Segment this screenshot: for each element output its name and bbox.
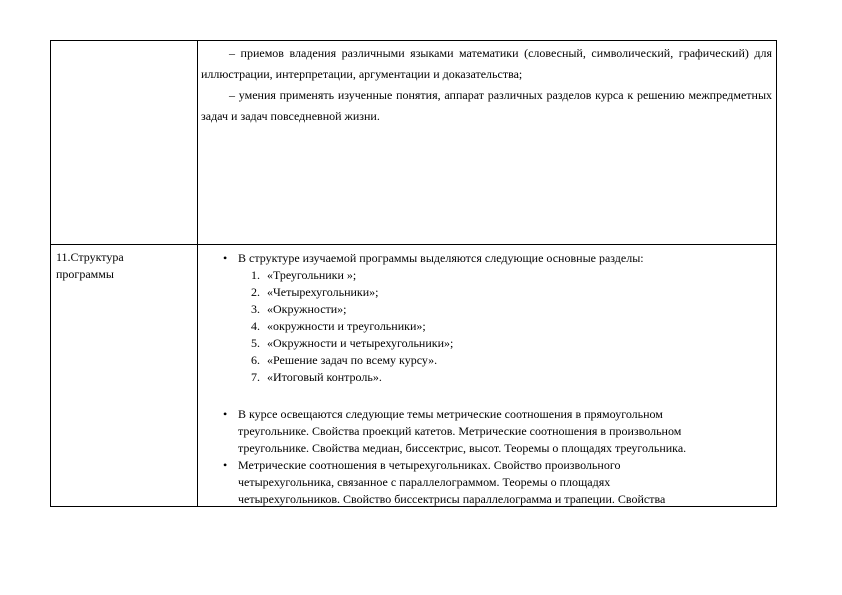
section-list-item: 7. «Итоговый контроль». [251, 370, 382, 384]
section-list-item: 6. «Решение задач по всему курсу». [251, 353, 438, 367]
section-list-item: 1. «Треугольники »; [251, 268, 357, 282]
column-divider [197, 41, 198, 506]
bullet-item-intro [201, 250, 772, 267]
section-list-item: 5. «Окружности и четырехугольники»; [251, 336, 454, 350]
bullet-item-quadrilateral-topics: • Метрические соотношения в четырехугольниках. Свойство произвольного четырехугольника, связанное с параллелограммом. Теоремы о площадях четырехугольников. Свойство биссектрисы параллелограмма и трапеции. Свойства [223, 458, 666, 506]
label-line: программы [56, 267, 114, 281]
paragraph-language-methods: – приемов владения различными языками математики (словесный, символический, графический) для иллюстрации, интерпретации, аргументации и доказательства; [201, 46, 773, 81]
section-list-item: 3. «Окружности»; [251, 302, 347, 316]
bullet-icon: • [223, 458, 228, 472]
row1-content-cell [201, 43, 772, 127]
row-divider [51, 244, 776, 245]
bullet-icon: • [223, 251, 228, 265]
section-list-item: 2. «Четырехугольники»; [251, 285, 379, 299]
bullet-icon: • [223, 407, 228, 421]
document-table [50, 40, 777, 507]
row2-content-cell [201, 250, 772, 508]
row2-label-cell [56, 249, 188, 283]
bullet-item-triangle-topics: • В курсе освещаются следующие темы метрические соотношения в прямоугольном треугольнике. Свойства проекций катетов. Метрические соотношения в произвольном треугольнике. Свойства медиан, биссектрис, высот. Теоремы о площадях треугольника. [223, 407, 687, 455]
paragraph-apply-concepts: – умения применять изученные понятия, аппарат различных разделов курса к решению межпредметных задач и задач повседневной жизни. [201, 88, 773, 123]
bullet-text: В структуре изучаемой программы выделяются следующие основные разделы: [238, 251, 644, 265]
label-line: 11.Структура [56, 250, 124, 264]
section-list-item: 4. «окружности и треугольники»; [251, 319, 426, 333]
